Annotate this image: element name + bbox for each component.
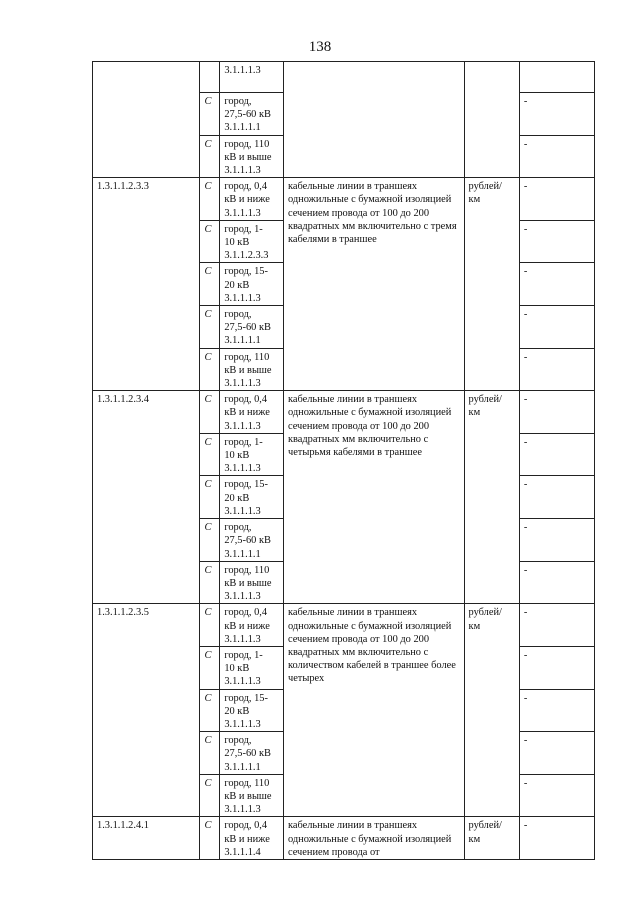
tariff-table-body <box>93 62 595 860</box>
tariff-cell: город, 27,5-60 кВ 3.1.1.1.1 <box>220 93 284 136</box>
value-cell: - <box>519 263 594 306</box>
value-cell <box>519 62 594 93</box>
table-row <box>93 604 595 647</box>
value-cell: - <box>519 689 594 732</box>
page-number: 138 <box>308 39 332 55</box>
code-cell: 1.3.1.1.2.3.3 <box>93 178 200 391</box>
code-cell: 1.3.1.1.2.4.1 <box>93 817 200 860</box>
letter-cell: С <box>200 774 220 817</box>
value-cell: - <box>519 732 594 775</box>
value-cell: - <box>519 519 594 562</box>
value-cell: - <box>519 774 594 817</box>
letter-cell: С <box>200 348 220 391</box>
table-row <box>93 178 595 221</box>
tariff-cell: город, 0,4 кВ и ниже 3.1.1.1.3 <box>220 391 284 434</box>
value-cell: - <box>519 433 594 476</box>
table-row <box>93 62 595 93</box>
unit-cell: рублей/ км <box>464 817 519 860</box>
letter-cell: С <box>200 135 220 178</box>
tariff-cell: город, 110 кВ и выше 3.1.1.1.3 <box>220 348 284 391</box>
code-cell: 1.3.1.1.2.3.5 <box>93 604 200 817</box>
letter-cell: С <box>200 306 220 349</box>
value-cell: - <box>519 561 594 604</box>
tariff-cell: город, 110 кВ и выше 3.1.1.1.3 <box>220 561 284 604</box>
tariff-cell: город, 110 кВ и выше 3.1.1.1.3 <box>220 135 284 178</box>
tariff-cell: город, 27,5-60 кВ 3.1.1.1.1 <box>220 519 284 562</box>
value-cell: - <box>519 348 594 391</box>
code-cell <box>93 62 200 178</box>
letter-cell: С <box>200 689 220 732</box>
tariff-cell: город, 110 кВ и выше 3.1.1.1.3 <box>220 774 284 817</box>
tariff-cell: город, 15- 20 кВ 3.1.1.1.3 <box>220 689 284 732</box>
tariff-table <box>92 61 595 860</box>
value-cell: - <box>519 93 594 136</box>
value-cell: - <box>519 220 594 263</box>
tariff-cell: город, 1- 10 кВ 3.1.1.1.3 <box>220 433 284 476</box>
description-cell <box>283 62 464 178</box>
tariff-cell: город, 1- 10 кВ 3.1.1.1.3 <box>220 646 284 689</box>
tariff-cell: город, 1- 10 кВ 3.1.1.2.3.3 <box>220 220 284 263</box>
table-row <box>93 817 595 860</box>
letter-cell: С <box>200 732 220 775</box>
letter-cell: С <box>200 561 220 604</box>
tariff-cell: город, 0,4 кВ и ниже 3.1.1.1.3 <box>220 604 284 647</box>
description-cell: кабельные линии в траншеях одножильные с бумажной изоляцией сечением провода от <box>283 817 464 860</box>
tariff-cell: 3.1.1.1.3 <box>220 62 284 93</box>
letter-cell: С <box>200 646 220 689</box>
value-cell: - <box>519 817 594 860</box>
letter-cell: С <box>200 817 220 860</box>
letter-cell: С <box>200 519 220 562</box>
unit-cell: рублей/ км <box>464 604 519 817</box>
table-row <box>93 391 595 434</box>
tariff-cell: город, 27,5-60 кВ 3.1.1.1.1 <box>220 732 284 775</box>
tariff-cell: город, 27,5-60 кВ 3.1.1.1.1 <box>220 306 284 349</box>
letter-cell <box>200 62 220 93</box>
value-cell: - <box>519 178 594 221</box>
value-cell: - <box>519 646 594 689</box>
letter-cell: С <box>200 433 220 476</box>
value-cell: - <box>519 391 594 434</box>
tariff-cell: город, 0,4 кВ и ниже 3.1.1.1.3 <box>220 178 284 221</box>
description-cell: кабельные линии в траншеях одножильные с бумажной изоляцией сечением провода от 100 до 200 квадратных мм включительно с четырьмя кабелями в траншее <box>283 391 464 604</box>
letter-cell: С <box>200 178 220 221</box>
value-cell: - <box>519 604 594 647</box>
letter-cell: С <box>200 476 220 519</box>
description-cell: кабельные линии в траншеях одножильные с бумажной изоляцией сечением провода от 100 до 200 квадратных мм включительно с количеством кабелей в траншее более четырех <box>283 604 464 817</box>
letter-cell: С <box>200 220 220 263</box>
letter-cell: С <box>200 391 220 434</box>
letter-cell: С <box>200 604 220 647</box>
letter-cell: С <box>200 93 220 136</box>
code-cell: 1.3.1.1.2.3.4 <box>93 391 200 604</box>
tariff-cell: город, 15- 20 кВ 3.1.1.1.3 <box>220 476 284 519</box>
unit-cell: рублей/ км <box>464 391 519 604</box>
value-cell: - <box>519 135 594 178</box>
value-cell: - <box>519 476 594 519</box>
tariff-cell: город, 0,4 кВ и ниже 3.1.1.1.4 <box>220 817 284 860</box>
unit-cell <box>464 62 519 178</box>
description-cell: кабельные линии в траншеях одножильные с бумажной изоляцией сечением провода от 100 до 200 квадратных мм включительно с тремя кабелями в траншее <box>283 178 464 391</box>
letter-cell: С <box>200 263 220 306</box>
tariff-cell: город, 15- 20 кВ 3.1.1.1.3 <box>220 263 284 306</box>
value-cell: - <box>519 306 594 349</box>
unit-cell: рублей/ км <box>464 178 519 391</box>
